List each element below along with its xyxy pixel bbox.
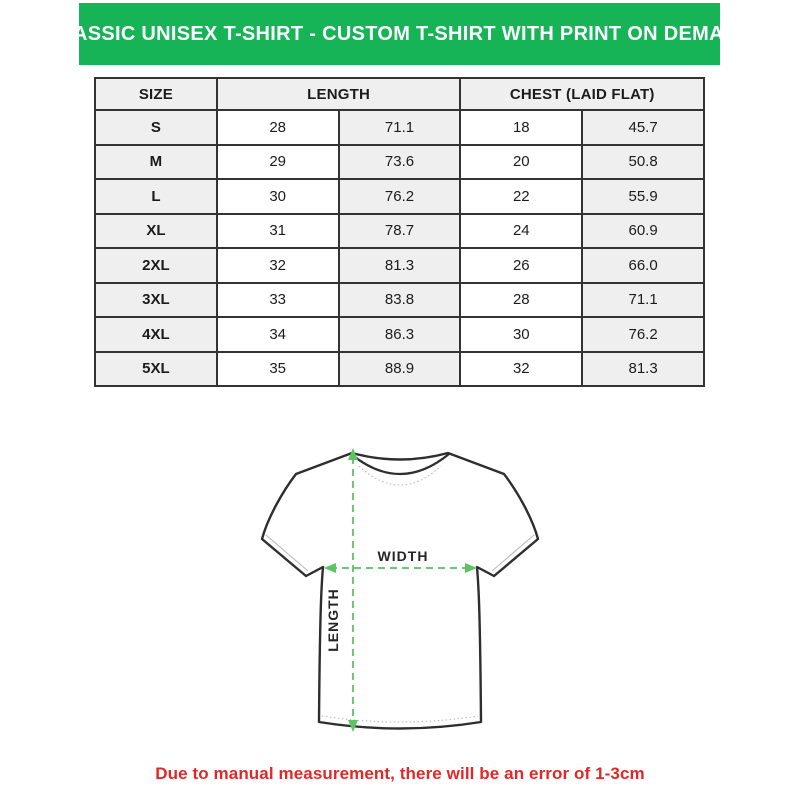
- col-header-chest: CHEST (LAID FLAT): [460, 78, 704, 110]
- chest-cm-cell: 55.9: [582, 179, 704, 214]
- chest-in-cell: 22: [460, 179, 582, 214]
- table-row: [95, 283, 704, 318]
- length-cm-cell: 83.8: [339, 283, 461, 318]
- col-header-length: LENGTH: [217, 78, 461, 110]
- length-in-cell: 28: [217, 110, 339, 145]
- length-cm-cell: 71.1: [339, 110, 461, 145]
- length-in-cell: 30: [217, 179, 339, 214]
- chest-cm-cell: 81.3: [582, 352, 704, 387]
- tshirt-measurement-diagram: [245, 445, 555, 745]
- title-banner: [45, 3, 754, 65]
- length-in-cell: 35: [217, 352, 339, 387]
- length-in-cell: 34: [217, 317, 339, 352]
- chest-in-cell: 32: [460, 352, 582, 387]
- length-cm-cell: 88.9: [339, 352, 461, 387]
- size-cell: 5XL: [95, 352, 217, 387]
- page-title: CLASSIC UNISEX T-SHIRT - CUSTOM T-SHIRT WITH PRINT ON DEMAND: [45, 22, 754, 45]
- length-cm-cell: 76.2: [339, 179, 461, 214]
- tshirt-outline: [262, 453, 538, 729]
- size-chart: [94, 77, 705, 387]
- chest-cm-cell: 71.1: [582, 283, 704, 318]
- chest-in-cell: 26: [460, 248, 582, 283]
- chest-in-cell: 18: [460, 110, 582, 145]
- chest-cm-cell: 66.0: [582, 248, 704, 283]
- table-row: [95, 145, 704, 180]
- table-row: [95, 317, 704, 352]
- table-row: [95, 179, 704, 214]
- chest-cm-cell: 76.2: [582, 317, 704, 352]
- chest-in-cell: 20: [460, 145, 582, 180]
- length-cm-cell: 73.6: [339, 145, 461, 180]
- chest-cm-cell: 60.9: [582, 214, 704, 249]
- length-cm-cell: 86.3: [339, 317, 461, 352]
- chest-in-cell: 30: [460, 317, 582, 352]
- width-label: WIDTH: [377, 548, 429, 564]
- length-in-cell: 32: [217, 248, 339, 283]
- measurement-error-note: Due to manual measurement, there will be an error of 1-3cm: [155, 764, 645, 783]
- size-cell: S: [95, 110, 217, 145]
- chest-in-cell: 24: [460, 214, 582, 249]
- table-row: [95, 352, 704, 387]
- size-cell: 4XL: [95, 317, 217, 352]
- chest-cm-cell: 45.7: [582, 110, 704, 145]
- size-cell: 3XL: [95, 283, 217, 318]
- length-in-cell: 29: [217, 145, 339, 180]
- header-row: [95, 78, 704, 110]
- col-header-size: SIZE: [95, 78, 217, 110]
- size-cell: M: [95, 145, 217, 180]
- table-row: [95, 214, 704, 249]
- size-cell: L: [95, 179, 217, 214]
- chest-in-cell: 28: [460, 283, 582, 318]
- length-in-cell: 33: [217, 283, 339, 318]
- length-cm-cell: 81.3: [339, 248, 461, 283]
- table-row: [95, 110, 704, 145]
- length-label: LENGTH: [325, 588, 341, 652]
- length-in-cell: 31: [217, 214, 339, 249]
- length-cm-cell: 78.7: [339, 214, 461, 249]
- size-cell: XL: [95, 214, 217, 249]
- size-chart-table: [94, 77, 705, 387]
- chest-cm-cell: 50.8: [582, 145, 704, 180]
- size-cell: 2XL: [95, 248, 217, 283]
- table-row: [95, 248, 704, 283]
